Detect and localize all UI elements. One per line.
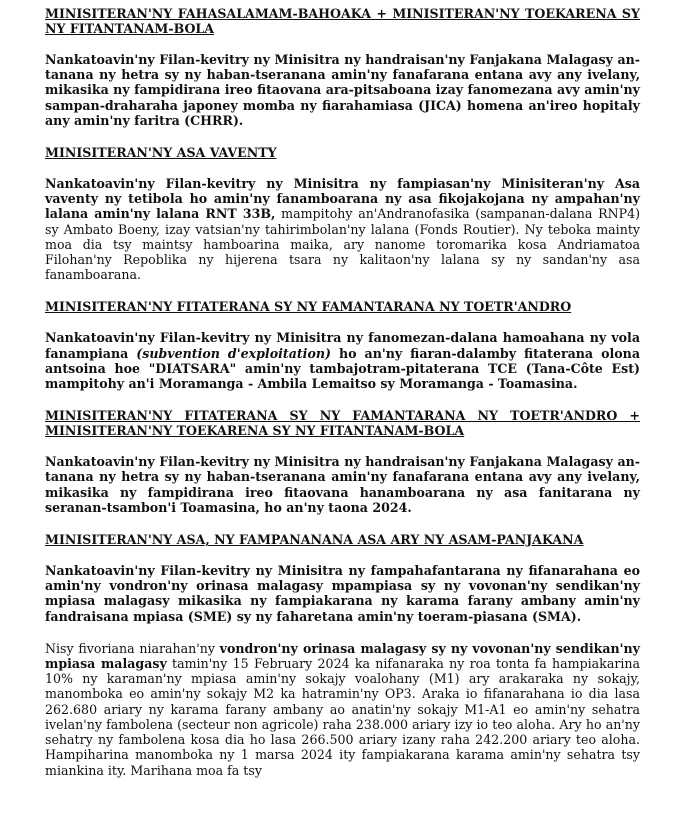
transport-text-a: Nankatoavin'ny Filan-kevitry ny Minisitra ny fanomezan-dalana hamoahana ny vola fanampiana xyxy=(45,330,640,361)
section-body-labour: Nankatoavin'ny Filan-kevitry ny Minisitra ny fampahafantarana ny fifanarahana eo amin'ny vondron'ny orinasa malagasy mpampiasa sy ny vovonan'ny sendikan'ny mpiasa malagasy mikasika ny fampiakarana ny karama farany ambany amin'ny fandraisana mpiasa (SME) sy ny faharetana amin'ny toeram-piasana (SMA). xyxy=(45,563,640,624)
transport-italic-text: (subvention d'exploitation) xyxy=(136,345,331,361)
labour-detail-bold-text: vondron'ny orinasa malagasy sy ny vovonan'ny sendikan'ny mpiasa malagasy xyxy=(45,640,640,672)
section-heading-public-works: MINISITERAN'NY ASA VAVENTY xyxy=(45,145,277,161)
labour-detail-text-a: Nisy fivoriana niarahan'ny xyxy=(45,640,220,656)
section-body-transport xyxy=(45,330,640,391)
labour-detail-text-b: tamin'ny 15 February 2024 ka nifanaraka ny roa tonta fa hampiakarina 10% ny karaman'ny mpiasa amin'ny sokajy voalohany (M1) ary arakaraka ny sokajy, manomboka eo amin'ny sokajy M2 ka hatramin'ny OP3. Araka io fifanarahana io dia lasa 262.680 ariary ny karama farany ambany ao anatin'ny sokajy M1-A1 eo amin'ny sehatra ivelan'ny fambolena (secteur non agricole) raha 238.000 ariary izy io teo aloha. Ary ho an'ny sehatry ny fambolena kosa dia ho lasa 266.500 ariary izany raha 242.200 ariary teo aloha. Hampiharina manomboka ny 1 marsa 2024 ity fampiakarana karama amin'ny sehatra tsy miankina ity. Marihana moa fa tsy xyxy=(45,656,640,778)
section-heading-health-finance: MINISITERAN'NY FAHASALAMAM-BAHOAKA + MINISITERAN'NY TOEKARENA SY NY FITANTANAM-BOLA xyxy=(45,6,640,36)
transport-text-b: ho an'ny fiaran-dalamby fitaterana olona antsoina hoe "DIATSARA" amin'ny tambajotram-pitaterana TCE (Tana-Côte Est) mampitohy an'i Moramanga - Ambila Lemaitso sy Moramanga - Toamasina. xyxy=(45,345,640,392)
public-works-normal-text: mampitohy an'Andranofasika (sampanan-dalana RNP4) sy Ambato Boeny, izay vatsian'ny tahirimbolan'ny lalana (Fonds Routier). Ny teboka mainty moa dia tsy maintsy hamboarina maika, ary nanome toromarika kosa Andriamatoa Filohan'ny Repoblika ny hijerena tsara ny kalitaon'ny lalana sy ny sandan'ny asa fanamboarana. xyxy=(45,206,640,283)
section-heading-transport: MINISITERAN'NY FITATERANA SY NY FAMANTARANA NY TOETR'ANDRO xyxy=(45,299,572,315)
section-body-public-works xyxy=(45,176,640,282)
section-body-labour-detail xyxy=(45,641,640,778)
section-heading-labour: MINISITERAN'NY ASA, NY FAMPANANANA ASA ARY NY ASAM-PANJAKANA xyxy=(45,532,584,548)
section-body-health-finance: Nankatoavin'ny Filan-kevitry ny Minisitra ny handraisan'ny Fanjakana Malagasy an-tanana ny hetra sy ny haban-tseranana amin'ny fanafarana entana avy any ivelany, mikasika ny fampidirana ireo fitaovana ara-pitsaboana izay fanomezana avy amin'ny sampan-draharaha japoney momba ny fiarahamiasa (JICA) homena an'ireo hopitaly any amin'ny faritra (CHRR). xyxy=(45,52,640,128)
section-body-transport-finance: Nankatoavin'ny Filan-kevitry ny Minisitra ny handraisan'ny Fanjakana Malagasy an-tanana ny hetra sy ny haban-tseranana amin'ny fanafarana entana avy any ivelany, mikasika ny fampidirana ireo fitaovana hanamboarana ny asa fanitarana ny seranan-tsambon'i Toamasina, ho an'ny taona 2024. xyxy=(45,454,640,515)
public-works-bold-text: Nankatoavin'ny Filan-kevitry ny Minisitra ny fampiasan'ny Minisiteran'ny Asa vaventy ny tetibola ho amin'ny fanamboarana ny asa fikojakojana ny ampahan'ny lalana amin'ny lalana RNT 33B, xyxy=(45,176,640,222)
section-heading-transport-finance: MINISITERAN'NY FITATERANA SY NY FAMANTARANA NY TOETR'ANDRO + MINISITERAN'NY TOEKARENA SY NY FITANTANAM-BOLA xyxy=(45,408,640,439)
